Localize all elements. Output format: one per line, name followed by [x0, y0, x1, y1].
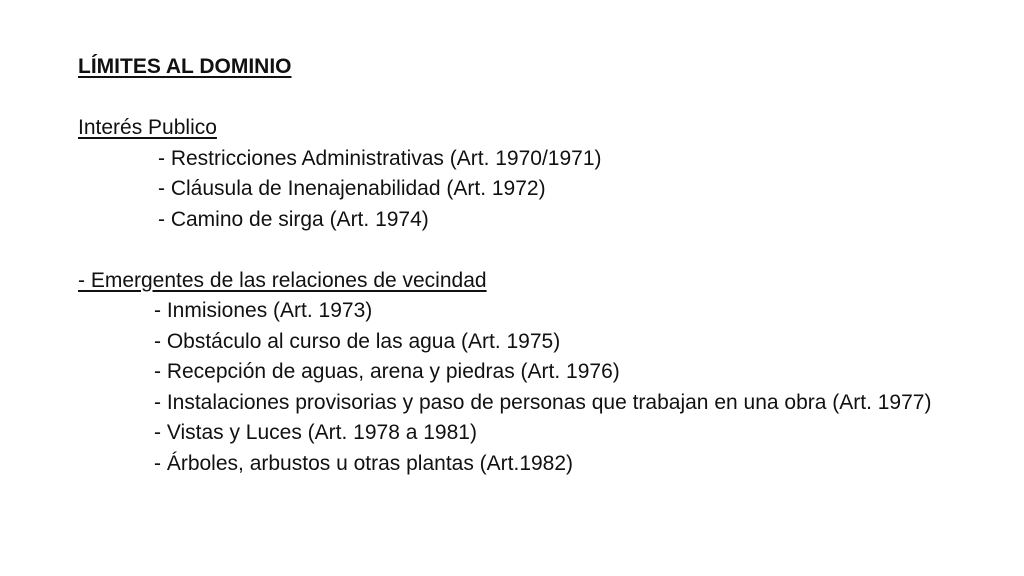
list-item: - Árboles, arbustos u otras plantas (Art.1982) — [154, 451, 574, 475]
list-item: - Recepción de aguas, arena y piedras (Art. 1976) — [154, 360, 620, 383]
list-item: - Restricciones Administrativas (Art. 1970/1971) — [158, 146, 602, 170]
section-heading-interes-publico: Interés Publico — [78, 116, 217, 139]
slide-title: LÍMITES AL DOMINIO — [78, 55, 292, 78]
list-item: - Obstáculo al curso de las agua (Art. 1975) — [154, 329, 561, 353]
spacer — [78, 83, 958, 114]
list-item: - Cláusula de Inenajenabilidad (Art. 1972) — [158, 177, 546, 200]
list-item: - Camino de sirga (Art. 1974) — [158, 207, 429, 231]
list-item: - Instalaciones provisorias y paso de personas que trabajan en una obra (Art. 1977) — [154, 390, 932, 414]
spacer — [78, 235, 958, 266]
list-item: - Inmisiones (Art. 1973) — [154, 299, 373, 322]
slide-content — [78, 52, 958, 479]
list-item: - Vistas y Luces (Art. 1978 a 1981) — [154, 421, 477, 444]
section-heading-vecindad: - Emergentes de las relaciones de vecindad — [78, 268, 487, 292]
